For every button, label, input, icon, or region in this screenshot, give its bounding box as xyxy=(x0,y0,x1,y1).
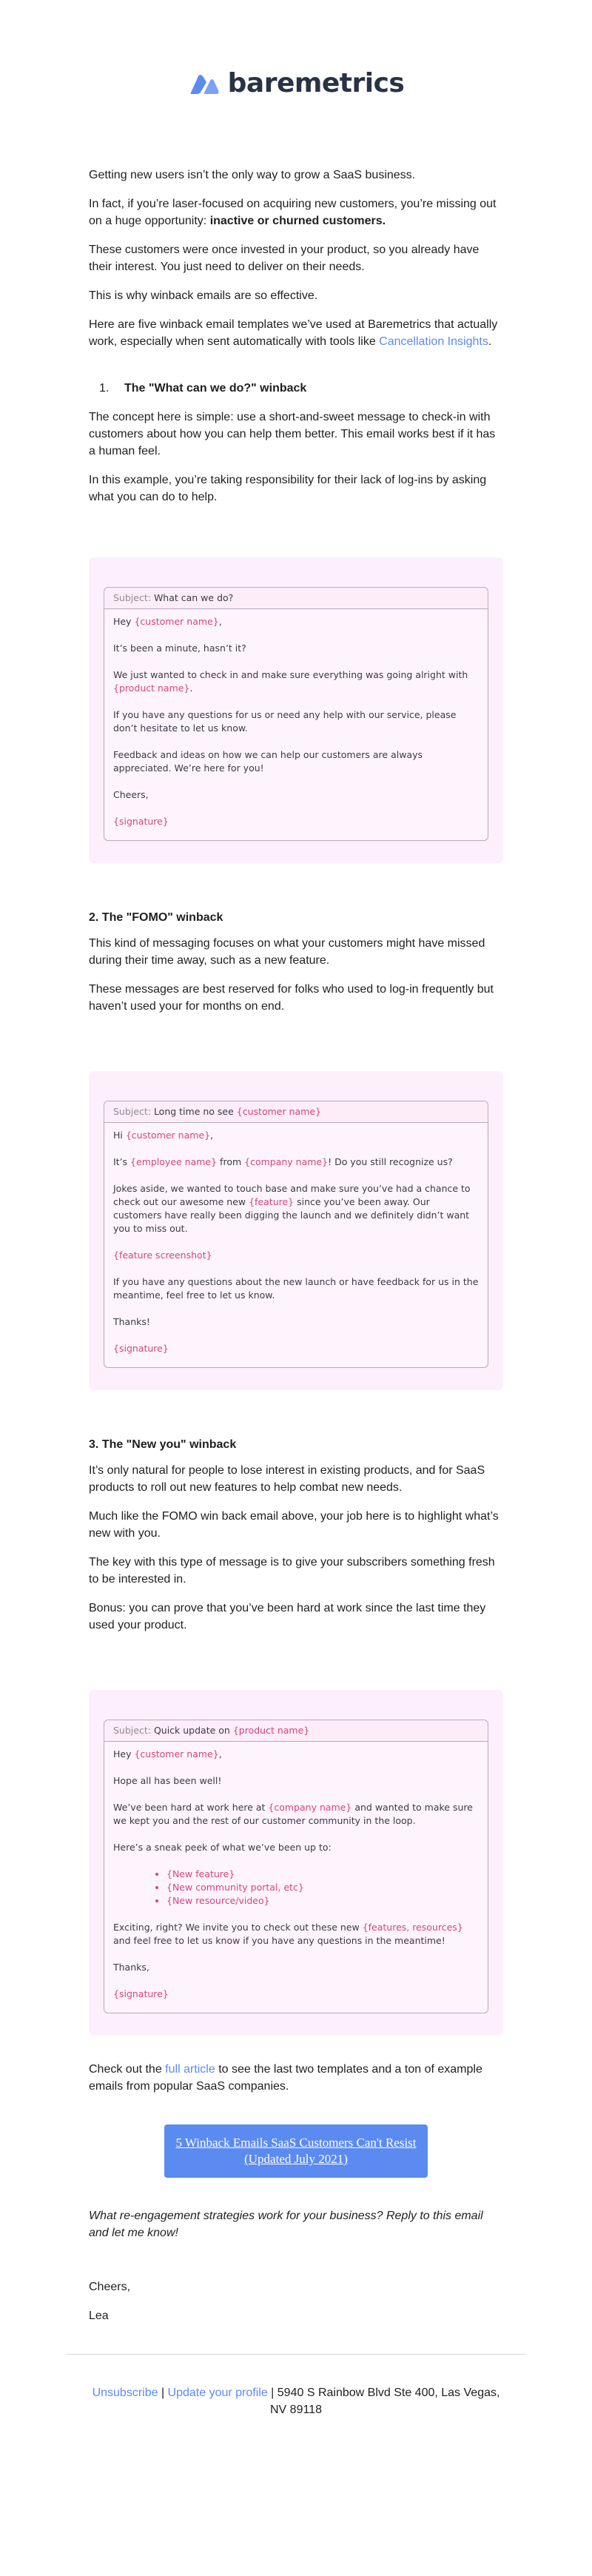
sign-off: Cheers, xyxy=(89,2281,131,2293)
section3-paragraph: It’s only natural for people to lose interest in existing products, and for SaaS products to roll out new features to help combat new needs. xyxy=(89,1464,485,1494)
email-line: Here’s a sneak peek of what we’ve been up to: xyxy=(113,1842,332,1853)
email-line xyxy=(113,1801,479,1828)
intro-paragraph xyxy=(89,316,503,350)
email-line: Feedback and ideas on how we can help our customers are always appreciated. We’re here for you! xyxy=(113,749,423,774)
section3-paragraph: The key with this type of message is to give your subscribers something fresh to be interested in. xyxy=(89,1556,495,1586)
punctuation: , xyxy=(210,1130,214,1141)
sender-name: Lea xyxy=(89,2310,109,2322)
outro-paragraph xyxy=(89,2061,503,2095)
email-text: and feel free to let us know if you have any questions in the meantime! xyxy=(113,1935,445,1946)
email-text: from xyxy=(217,1156,245,1167)
intro-paragraph: These customers were once invested in your product, so you already have their interest. You just need to deliver on their needs. xyxy=(89,244,480,273)
email-body xyxy=(104,1742,488,2013)
email-text: It’s xyxy=(113,1156,131,1167)
section2-paragraph: This kind of messaging focuses on what your customers might have missed during their time away, such as a new feature. xyxy=(89,937,485,967)
feature-screenshot-placeholder: {feature screenshot} xyxy=(113,1250,212,1261)
footer-separator: | xyxy=(158,2387,168,2399)
email-card xyxy=(104,587,488,841)
greeting: Hey xyxy=(113,1748,132,1760)
outro-text: Check out the xyxy=(89,2063,166,2076)
email-body xyxy=(104,609,488,840)
email-body xyxy=(104,1123,488,1367)
email-line xyxy=(113,615,479,628)
placeholder-variable: {company name} xyxy=(244,1156,329,1167)
placeholder-variable: {customer name} xyxy=(134,1748,219,1760)
list-item: • {New community portal, etc} xyxy=(166,1881,479,1894)
section1-paragraph: In this example, you’re taking responsibility for their lack of log-ins by asking what you can do to help. xyxy=(89,474,487,503)
greeting: Hi xyxy=(113,1130,123,1141)
outro-text: to see the last two templates and a ton of example emails from popular SaaS companies. xyxy=(89,2063,482,2093)
subject-text: Long time no see xyxy=(153,1106,237,1117)
feature-list xyxy=(113,1868,479,1908)
section1-paragraph: The concept here is simple: use a short-and-sweet message to check-in with customers about how you can help them better. This email works best if it has a human feel. xyxy=(89,411,496,457)
email-text: Jokes aside, we wanted to touch base and make sure you’ve had a chance to check out our awesome new xyxy=(113,1183,471,1207)
email-line xyxy=(113,668,479,695)
main-content xyxy=(89,167,503,2324)
intro-text: In fact, if you’re laser-focused on acquiring new customers, you’re missing out on a huge opportunity: xyxy=(89,198,497,227)
cancellation-insights-link[interactable]: Cancellation Insights xyxy=(379,335,488,348)
email-line: Thanks! xyxy=(113,1316,150,1327)
section1-heading xyxy=(99,380,503,397)
winback-article-button[interactable]: 5 Winback Emails SaaS Customers Can't Resist (Updated July 2021) xyxy=(164,2124,428,2178)
list-item: • {New feature} xyxy=(166,1868,479,1881)
unsubscribe-link[interactable]: Unsubscribe xyxy=(92,2387,158,2399)
placeholder-variable: {customer name} xyxy=(236,1106,321,1117)
email-text: Exciting, right? We invite you to check out these new xyxy=(113,1922,363,1933)
placeholder-variable: {features, resources} xyxy=(362,1922,463,1933)
email-subject-line xyxy=(104,588,488,609)
email-line: If you have any questions for us or need any help with our service, please don’t hesitate to let us know. xyxy=(113,709,457,734)
email-text: We just wanted to check in and make sure everything was going alright with xyxy=(113,669,468,680)
punctuation: , xyxy=(218,1748,222,1760)
placeholder-variable: {feature} xyxy=(249,1196,295,1207)
greeting: Hey xyxy=(113,616,132,627)
email-text: ! Do you still recognize us? xyxy=(328,1156,453,1167)
email-text: and wanted to make sure we kept you and the rest of our customer community in the loop. xyxy=(113,1802,473,1826)
full-article-link[interactable]: full article xyxy=(165,2063,215,2076)
email-text: We’ve been hard at work here at xyxy=(113,1802,269,1813)
baremetrics-logo-icon xyxy=(188,70,221,97)
footer xyxy=(89,2355,503,2448)
email-line: It’s been a minute, hasn’t it? xyxy=(113,643,246,654)
intro-text: Here are five winback email templates we’ve used at Baremetrics that actually work, especially when sent automatically with tools like xyxy=(89,318,498,348)
section3-paragraph: Bonus: you can prove that you’ve been hard at work since the last time they used your product. xyxy=(89,1602,486,1631)
subject-label: Subject: xyxy=(113,592,151,603)
intro-bold-text: inactive or churned customers. xyxy=(209,215,386,227)
subject-label: Subject: xyxy=(113,1106,151,1117)
update-profile-link[interactable]: Update your profile xyxy=(167,2387,268,2399)
email-line xyxy=(113,1129,479,1142)
email-line xyxy=(113,1182,479,1235)
logo-wordmark: baremetrics xyxy=(227,68,405,98)
intro-paragraph: This is why winback emails are so effective. xyxy=(89,289,318,302)
closing-question: What re-engagement strategies work for your business? Reply to this email and let me know! xyxy=(89,2210,483,2239)
email-line xyxy=(113,1748,479,1761)
cta-wrapper xyxy=(89,2124,503,2178)
placeholder-variable: {customer name} xyxy=(125,1130,211,1141)
email-card xyxy=(104,1101,488,1368)
section2-title: 2. The "FOMO" winback xyxy=(89,911,223,924)
punctuation: . xyxy=(189,682,193,694)
placeholder-variable: {product name} xyxy=(232,1725,310,1736)
email-line: Hope all has been well! xyxy=(113,1775,222,1786)
email-line xyxy=(113,1155,479,1169)
email-template-3 xyxy=(89,1690,503,2036)
placeholder-variable: {product name} xyxy=(113,682,190,694)
email-subject-line xyxy=(104,1101,488,1123)
section3-paragraph: Much like the FOMO win back email above, your job here is to highlight what’s new with you. xyxy=(89,1510,499,1540)
section2 xyxy=(89,909,503,1015)
email-template-1 xyxy=(89,557,503,863)
subject-text: What can we do? xyxy=(153,592,234,603)
section1-title: The "What can we do?" winback xyxy=(124,382,307,395)
placeholder-variable: {customer name} xyxy=(134,616,219,627)
list-item: • {New resource/video} xyxy=(166,1894,479,1908)
intro-paragraph: Getting new users isn’t the only way to grow a SaaS business. xyxy=(89,169,416,181)
header xyxy=(0,0,592,167)
placeholder-variable: {company name} xyxy=(268,1802,352,1813)
placeholder-variable: {employee name} xyxy=(130,1156,218,1167)
email-template-2 xyxy=(89,1071,503,1390)
email-text: since you’ve been away. Our customers have really been digging the launch and we definitely didn’t want you to miss out. xyxy=(113,1196,470,1234)
email-line xyxy=(113,1921,479,1948)
intro-paragraph xyxy=(89,195,503,229)
section1-number: 1. xyxy=(99,382,110,395)
email-line: Thanks, xyxy=(113,1962,149,1973)
subject-label: Subject: xyxy=(113,1725,151,1736)
intro-text: . xyxy=(488,335,492,348)
section3-title: 3. The "New you" winback xyxy=(89,1438,237,1451)
email-line: Cheers, xyxy=(113,789,149,800)
signature-placeholder: {signature} xyxy=(113,1988,169,1999)
email-card xyxy=(104,1720,488,2013)
email-line: If you have any questions about the new launch or have feedback for us in the meantime, feel free to let us know. xyxy=(113,1276,479,1301)
section2-paragraph: These messages are best reserved for folks who used to log-in frequently but haven’t used your for months on end. xyxy=(89,983,494,1013)
footer-address: | 5940 S Rainbow Blvd Ste 400, Las Vegas, NV 89118 xyxy=(267,2387,500,2416)
email-subject-line xyxy=(104,1720,488,1742)
signature-placeholder: {signature} xyxy=(113,816,169,827)
punctuation: , xyxy=(218,616,222,627)
signature-placeholder: {signature} xyxy=(113,1343,169,1354)
subject-text: Quick update on xyxy=(153,1725,233,1736)
section3 xyxy=(89,1436,503,1634)
